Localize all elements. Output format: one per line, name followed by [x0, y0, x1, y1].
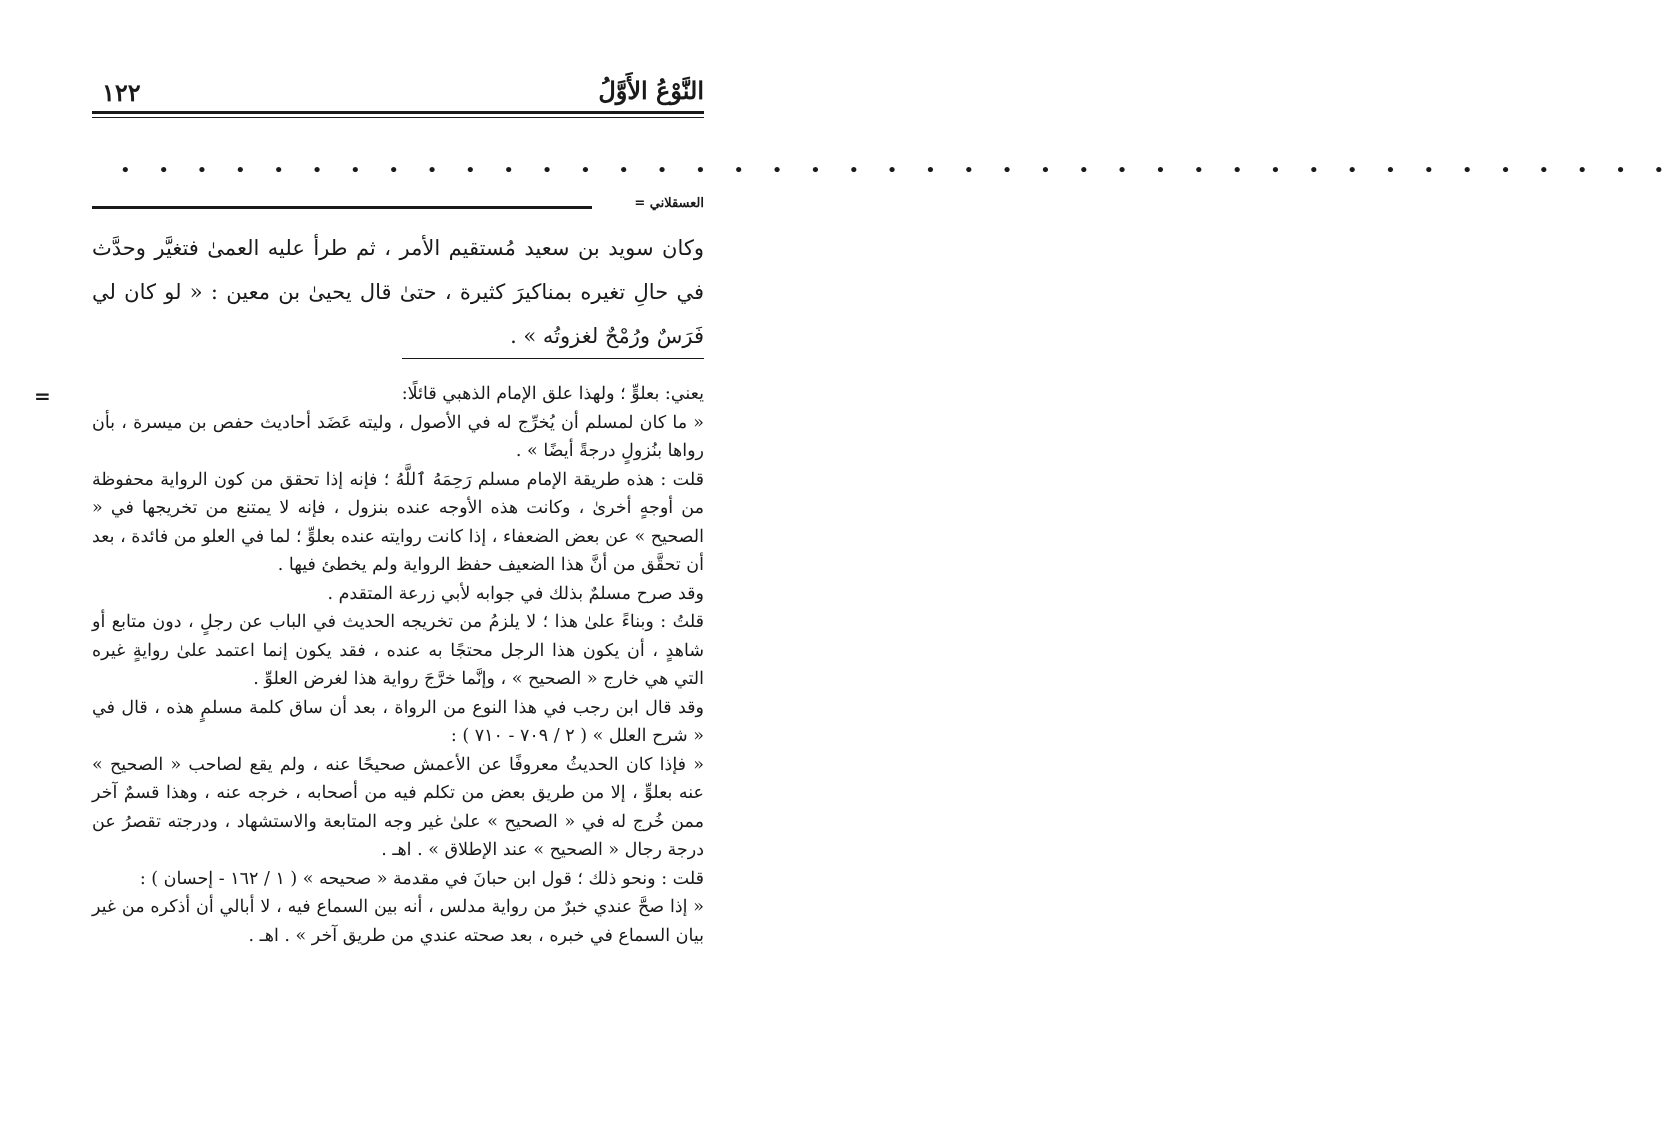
section-label-rule: [92, 206, 592, 209]
footnote-paragraph: قلت : ونحو ذلك ؛ قول ابن حبانَ في مقدمة « صحيحه » ( ١ / ١٦٢ - إحسان ) :: [139, 868, 704, 889]
footnote-paragraph: قلت : هذه طريقة الإمام مسلم رَحِمَهُ ٱللَّهُ ؛ فإنه إذا تحقق من كون الرواية محفوظة من أوجهٍ أخرىٰ ، وكانت هذه الأوجه عنده بنزول ، فإنه لا يمتنع من تخريجها في « الصحيح » عن بعض الضعفاء ، إذا كانت روايته عنده بعلوٍّ ؛ لما في العلو من فائدة ، بعد أن تحقَّق من أنَّ هذا الضعيف حفظ الرواية ولم يخطئ فيها .: [92, 469, 704, 575]
dotted-separator: • • • • • • • • • • • • • • • • • • • • • • • • • • • • • • • • • • • • • • • • •: [120, 160, 1675, 181]
footnote-rule: [402, 358, 704, 359]
section-label-row: [92, 196, 704, 216]
footnotes: [92, 380, 704, 950]
section-label: العسقلاني =: [634, 196, 704, 211]
footnote-paragraph: قلتُ : وبناءً علىٰ هذا ؛ لا يلزمُ من تخريجه الحديث في الباب عن رجلٍ ، دون متابع أو شاهدٍ ، أن يكون هذا الرجل محتجًا به عنده ، فقد يكون إنما اعتمد علىٰ روايةٍ غيره التي هي خارج « الصحيح » ، وإنَّما خرَّجَ رواية هذا لغرض العلوِّ .: [92, 612, 704, 689]
page-header: [92, 60, 704, 110]
main-text: [92, 226, 704, 358]
page-number: ١٢٢: [102, 78, 141, 107]
footnote-paragraph: « إذا صحَّ عندي خبرٌ من رواية مدلس ، أنه بين السماع فيه ، لا أبالي أن أذكره من غير بيان السماع في خبره ، بعد صحته عندي من طريق آخر » . اهـ .: [92, 897, 704, 946]
footnote-paragraph: وقد صرح مسلمٌ بذلك في جوابه لأبي زرعة المتقدم .: [327, 583, 704, 604]
header-rule-thick: [92, 111, 704, 114]
running-title: النَّوْعُ الأَوَّلُ: [598, 76, 704, 105]
footnote-paragraph: « ما كان لمسلم أن يُخرِّج له في الأصول ، وليته عَضَد أحاديث حفص بن ميسرة ، بأن رواها بنُزولٍ درجةً أيضًا » .: [92, 412, 704, 461]
main-paragraph: وكان سويد بن سعيد مُستقيم الأمر ، ثم طرأ عليه العمىٰ فتغيَّر وحدَّث في حالِ تغيره بمناكيرَ كثيرة ، حتىٰ قال يحيىٰ بن معين : « لو كان لي فَرَسٌ ورُمْحٌ لغزوتُه » .: [92, 236, 704, 348]
continuation-mark: =: [34, 384, 51, 408]
footnote-paragraph: وقد قال ابن رجب في هذا النوع من الرواة ، بعد أن ساق كلمة مسلمٍ هذه ، قال في « شرح العلل » ( ٢ / ٧٠٩ - ٧١٠ ) :: [92, 697, 704, 746]
footnote-paragraph: « فإذا كان الحديثُ معروفًا عن الأعمش صحيحًا عنه ، ولم يقع لصاحب « الصحيح » عنه بعلوٍّ ، إلا من طريق بعض من تكلم فيه من أصحابه ، خرجه عنه ، وهذا قسمٌ آخر ممن خُرج له في « الصحيح » علىٰ غير وجه المتابعة والاستشهاد ، ودرجته تقصرُ عن درجة رجال « الصحيح » عند الإطلاق » . اهـ .: [92, 754, 704, 860]
header-rule-thin: [92, 117, 704, 118]
footnote-paragraph: يعني: بعلوٍّ ؛ ولهذا علق الإمام الذهبي قائلًا:: [401, 384, 704, 404]
